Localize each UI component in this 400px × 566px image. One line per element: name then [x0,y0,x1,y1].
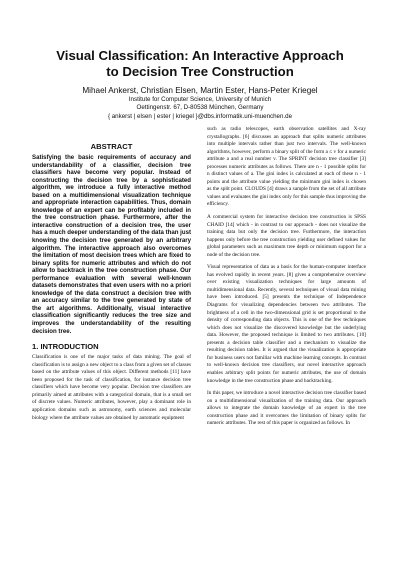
title-line-2: to Decision Tree Construction [106,64,294,79]
introduction-heading: 1. INTRODUCTION [32,342,99,352]
abstract-text: Satisfying the basic requirements of accuracy and understandability of a classifier, decision tree classifiers have become very popular. Instead of constructing the decision tree by a sophisticated algorithm, we introduce a fully interactive method based on a multidimensional visualization technique and appropriate interaction capabilities. Thus, domain knowledge of an expert can be profitably included in the tree construction phase. Furthermore, after the interactive construction of a decision tree, the user has a much deeper understanding of the data than just knowing the decision tree generated by an arbitrary algorithm. The interactive approach also overcomes the limitation of most decision trees which are fixed to binary splits for numeric attributes and which do not allow to backtrack in the tree construction phase. Our performance evaluation with several well-known datasets demonstrates that even users with no a priori knowledge of the data construct a decision tree with an accuracy similar to the tree generated by state of the art algorithms. Additionally, visual interactive classification significantly reduces the tree size and improves the understandability of the resulting decision tree. [32,154,191,335]
institute: Institute for Computer Science, University of Munich [128,96,272,103]
body-paragraph-1: such as radio telescopes, earth observation satellites and X-ray crystallographs. [6] discusses an approach that splits numeric attributes into multiple intervals rather than just two intervals. The well-known algorithms, however, perform a binary split of the form a ≤ v for a numeric attribute a and a real number v. The SPRINT decision tree classifier [3] processes numeric attributes as follows. There are n - 1 possible splits for n distinct values of a. The gini index is calculated at each of these n - 1 points and the attribute value yielding the minimum gini index is chosen as the split point. CLOUDS [4] draws a sample from the set of all attribute values and evaluates the gini index only for this sample thus improving the efficiency. [207,126,366,208]
body-paragraph-4: In this paper, we introduce a novel interactive decision tree classifier based on a multidimensional visualization of the training data. Our approach allows to integrate the domain knowledge of an expert in the tree construction phase and it overcomes the limitation of binary splits for numeric attributes. The rest of this paper is organized as follows. In [207,390,366,427]
paper-title [0,48,400,80]
address: Oettingenstr. 67, D-80538 München, Germany [136,104,264,112]
left-column [32,142,191,427]
body-paragraph-2: A commercial system for interactive decision tree construction is SPSS CHAID [14] which - in contrast to our approach - does not visualize the training data but only the decision tree. Furthermore, the interaction happens only before the tree construction yielding user defined values for global parameters such as maximum tree depth or minimum support for a node of the decision tree. [207,214,366,258]
authors: Mihael Ankerst, Christian Elsen, Martin Ester, Hans-Peter Kriegel [82,86,318,95]
body-paragraph-3: Visual representation of data as a basis for the human-computer interface has evolved rapidly in recent years. [8] gives a comprehensive overview over existing visualization techniques for large amounts of multidimensional data. Recently, several techniques of visual data mining have been introduced. [5] presents the technique of Independence Diagrams for visualizing dependencies between two attributes. The brightness of a cell in the two-dimensional grid is set proportional to the density of corresponding data objects. This is one of the few techniques which does not visualize the discovered knowledge but the underlying data. However, the proposed technique is limited to two attributes. [10] presents a decision table classifier and a mechanism to visualize the resulting decision tables. It is argued that the visualization is appropriate for business users not familiar with machine learning concepts. In contrast to well-known decision tree classifiers, our novel interactive approach enables arbitrary split points for numeric attributes, the use of domain knowledge in the tree construction phase and backtracking. [207,264,366,384]
abstract-heading: ABSTRACT [90,142,133,151]
right-column [207,126,366,433]
title-line-1: Visual Classification: An Interactive Approach [56,48,344,63]
introduction-paragraph: Classification is one of the major tasks of data mining. The goal of classification is to assign a new object to a class from a given set of classes based on the attribute values of this object. Different methods [11] have been proposed for the task of classification, for instance decision tree classifiers which have become very popular. Decision tree classifiers are primarily aimed at attributes with a categorical domain, that is a small set of discrete values. Numeric attributes, however, play a dominant role in application domains such as astronomy, earth sciences and molecular biology where the attribute values are obtained by automatic equipment [32,354,192,421]
emails: { ankerst | elsen | ester | kriegel }@dbs.informatik.uni-muenchen.de [107,112,293,120]
paper-header [0,48,400,121]
